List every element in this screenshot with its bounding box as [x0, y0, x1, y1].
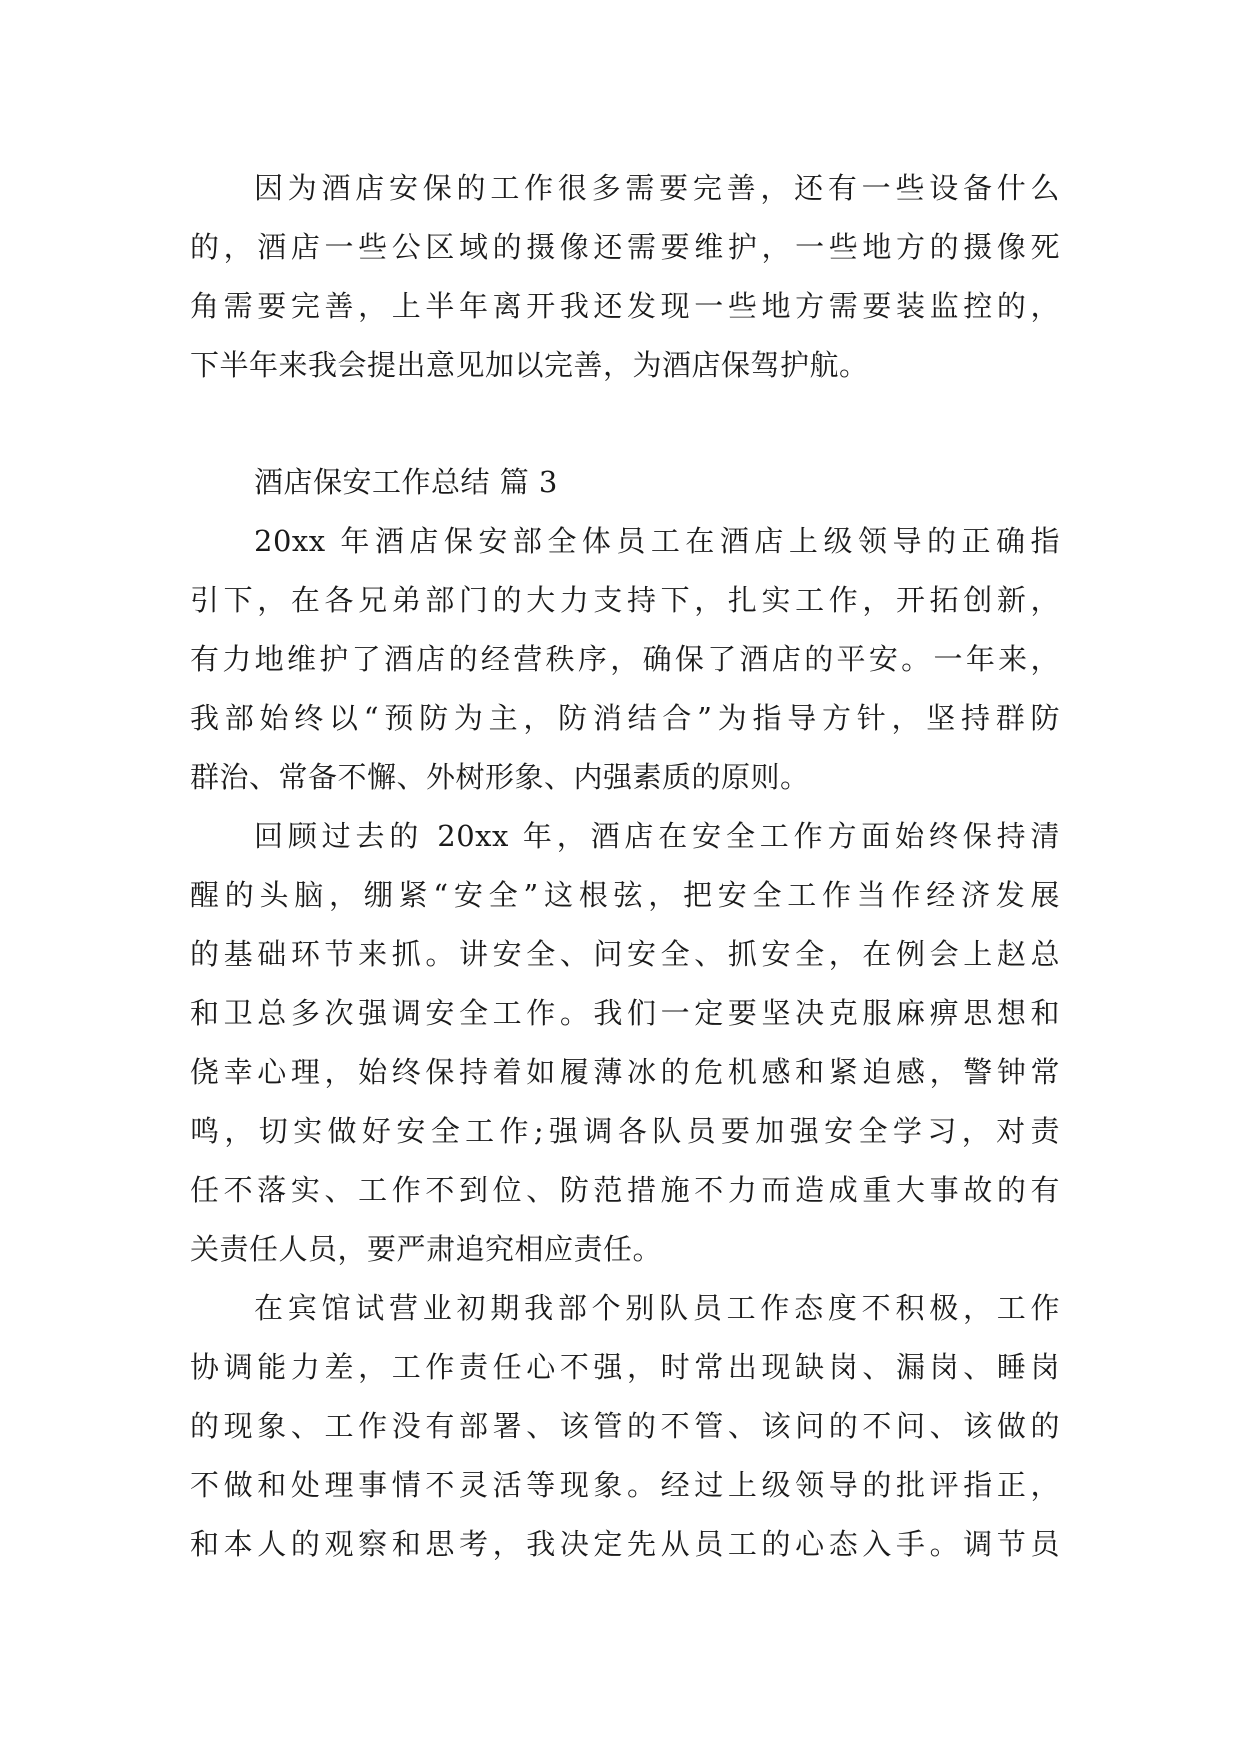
paragraph-line: 任不落实、工作不到位、防范措施不力而造成重大事故的有 [190, 1173, 1060, 1207]
paragraph-line: 的基础环节来抓。讲安全、问安全、抓安全，在例会上赵总 [190, 937, 1060, 971]
paragraph-line: 的现象、工作没有部署、该管的不管、该问的不问、该做的 [190, 1409, 1060, 1443]
paragraph-line: 因为酒店安保的工作很多需要完善，还有一些设备什么 [254, 171, 1060, 205]
paragraph-line: 协调能力差，工作责任心不强，时常出现缺岗、漏岗、睡岗 [190, 1350, 1060, 1384]
paragraph-line: 关责任人员，要严肃追究相应责任。 [190, 1232, 663, 1266]
paragraph-line: 20xx 年酒店保安部全体员工在酒店上级领导的正确指 [254, 524, 1060, 558]
paragraph-line: 侥幸心理，始终保持着如履薄冰的危机感和紧迫感，警钟常 [190, 1055, 1060, 1089]
paragraph-line: 和本人的观察和思考，我决定先从员工的心态入手。调节员 [190, 1527, 1060, 1561]
paragraph-line: 鸣，切实做好安全工作;强调各队员要加强安全学习，对责 [190, 1114, 1060, 1148]
paragraph-line: 引下，在各兄弟部门的大力支持下，扎实工作，开拓创新， [190, 583, 1060, 617]
paragraph-line: 群治、常备不懈、外树形象、内强素质的原则。 [190, 760, 810, 794]
paragraph-line: 有力地维护了酒店的经营秩序，确保了酒店的平安。一年来， [190, 642, 1060, 676]
paragraph-line: 的，酒店一些公区域的摄像还需要维护，一些地方的摄像死 [190, 230, 1060, 264]
paragraph-line: 和卫总多次强调安全工作。我们一定要坚决克服麻痹思想和 [190, 996, 1060, 1030]
paragraph-line: 回顾过去的 20xx 年，酒店在安全工作方面始终保持清 [254, 819, 1060, 853]
paragraph-line: 在宾馆试营业初期我部个别队员工作态度不积极，工作 [254, 1291, 1060, 1325]
paragraph-line: 角需要完善，上半年离开我还发现一些地方需要装监控的， [190, 289, 1060, 323]
paragraph-line: 下半年来我会提出意见加以完善，为酒店保驾护航。 [190, 348, 869, 382]
paragraph-line: 不做和处理事情不灵活等现象。经过上级领导的批评指正， [190, 1468, 1060, 1502]
section-heading: 酒店保安工作总结 篇 3 [254, 465, 558, 499]
paragraph-line: 我部始终以“预防为主，防消结合”为指导方针，坚持群防 [190, 701, 1060, 735]
paragraph-line: 醒的头脑，绷紧“安全”这根弦，把安全工作当作经济发展 [190, 878, 1060, 912]
